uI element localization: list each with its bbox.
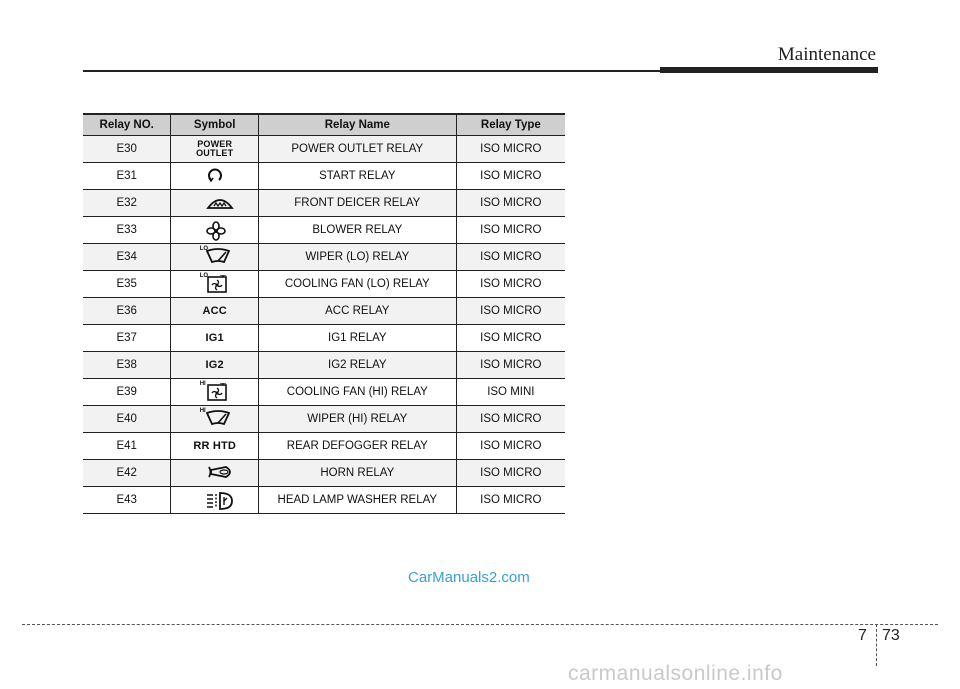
relay-name-cell: IG1 RELAY bbox=[258, 325, 456, 352]
header-rule bbox=[83, 70, 663, 72]
header-rule-thick bbox=[660, 67, 878, 73]
table-row bbox=[83, 379, 565, 406]
cooling-fan-icon bbox=[200, 273, 230, 295]
relay-type-cell: ISO MICRO bbox=[456, 352, 565, 379]
relay-no-cell: E42 bbox=[83, 460, 171, 487]
relay-symbol-label: RR HTD bbox=[193, 440, 237, 452]
table-row bbox=[83, 163, 565, 190]
start-icon bbox=[200, 165, 230, 187]
table-row bbox=[83, 217, 565, 244]
table-row bbox=[83, 244, 565, 271]
symbol-tag: LO bbox=[199, 273, 209, 279]
relay-type-cell: ISO MICRO bbox=[456, 298, 565, 325]
relay-name-cell: START RELAY bbox=[258, 163, 456, 190]
relay-no-cell: E38 bbox=[83, 352, 171, 379]
symbol-tag: LO bbox=[199, 246, 209, 252]
wiper-icon bbox=[200, 408, 230, 430]
relay-name-cell: HEAD LAMP WASHER RELAY bbox=[258, 487, 456, 514]
relay-name-cell: COOLING FAN (HI) RELAY bbox=[258, 379, 456, 406]
relay-type-cell: ISO MICRO bbox=[456, 136, 565, 163]
relay-symbol-cell bbox=[171, 460, 259, 487]
relay-no-cell: E39 bbox=[83, 379, 171, 406]
relay-no-cell: E34 bbox=[83, 244, 171, 271]
relay-symbol-label: IG2 bbox=[205, 359, 224, 371]
horn-icon bbox=[200, 462, 230, 484]
relay-symbol-cell bbox=[171, 298, 259, 325]
relay-type-cell: ISO MINI bbox=[456, 379, 565, 406]
relay-name-cell: IG2 RELAY bbox=[258, 352, 456, 379]
relay-no-cell: E31 bbox=[83, 163, 171, 190]
table-row bbox=[83, 298, 565, 325]
blower-fan-icon bbox=[200, 219, 230, 241]
col-header-relay-no: Relay NO. bbox=[83, 114, 171, 136]
relay-no-cell: E41 bbox=[83, 433, 171, 460]
table-row bbox=[83, 433, 565, 460]
cooling-fan-icon-graphic bbox=[206, 275, 228, 293]
relay-no-cell: E43 bbox=[83, 487, 171, 514]
front-deicer-icon-graphic bbox=[206, 194, 234, 210]
col-header-relay-name: Relay Name bbox=[258, 114, 456, 136]
blower-fan-icon-graphic bbox=[206, 221, 226, 241]
footer-divider bbox=[22, 624, 938, 625]
table-row bbox=[83, 190, 565, 217]
relay-symbol-label: ACC bbox=[202, 305, 227, 317]
chapter-number: 7 bbox=[858, 627, 867, 644]
relay-symbol-line: POWER bbox=[197, 138, 233, 149]
relay-no-cell: E36 bbox=[83, 298, 171, 325]
col-header-relay-type: Relay Type bbox=[456, 114, 565, 136]
watermark-link[interactable]: CarManuals2.com bbox=[408, 569, 530, 586]
relay-symbol-cell bbox=[171, 136, 259, 163]
horn-icon-graphic bbox=[206, 464, 236, 480]
table-row bbox=[83, 325, 565, 352]
relay-symbol-cell bbox=[171, 487, 259, 514]
relay-type-cell: ISO MICRO bbox=[456, 487, 565, 514]
cooling-fan-icon-graphic bbox=[206, 383, 228, 401]
relay-symbol-line: OUTLET bbox=[196, 147, 234, 158]
headlamp-washer-icon bbox=[200, 489, 230, 511]
relay-type-cell: ISO MICRO bbox=[456, 271, 565, 298]
relay-symbol-cell bbox=[171, 433, 259, 460]
relay-symbol-cell bbox=[171, 244, 259, 271]
cooling-fan-icon bbox=[200, 381, 230, 403]
relay-symbol-cell bbox=[171, 379, 259, 406]
relay-type-cell: ISO MICRO bbox=[456, 163, 565, 190]
relay-table bbox=[83, 113, 565, 514]
table-row bbox=[83, 487, 565, 514]
relay-symbol-cell bbox=[171, 190, 259, 217]
relay-name-cell: POWER OUTLET RELAY bbox=[258, 136, 456, 163]
table-row bbox=[83, 460, 565, 487]
relay-no-cell: E32 bbox=[83, 190, 171, 217]
relay-symbol-label bbox=[196, 140, 233, 158]
headlamp-washer-icon-graphic bbox=[206, 491, 234, 511]
site-watermark: carmanualsonline.info bbox=[568, 662, 783, 685]
wiper-icon-graphic bbox=[206, 248, 230, 264]
relay-type-cell: ISO MICRO bbox=[456, 406, 565, 433]
relay-type-cell: ISO MICRO bbox=[456, 325, 565, 352]
col-header-symbol: Symbol bbox=[171, 114, 259, 136]
relay-no-cell: E40 bbox=[83, 406, 171, 433]
front-deicer-icon bbox=[200, 192, 230, 214]
relay-symbol-cell bbox=[171, 352, 259, 379]
relay-symbol-label: IG1 bbox=[205, 332, 224, 344]
table-row bbox=[83, 352, 565, 379]
relay-type-cell: ISO MICRO bbox=[456, 244, 565, 271]
wiper-icon-graphic bbox=[206, 410, 230, 426]
relay-type-cell: ISO MICRO bbox=[456, 190, 565, 217]
relay-name-cell: ACC RELAY bbox=[258, 298, 456, 325]
symbol-tag: HI bbox=[199, 408, 206, 414]
relay-no-cell: E30 bbox=[83, 136, 171, 163]
relay-name-cell: FRONT DEICER RELAY bbox=[258, 190, 456, 217]
page-number: 73 bbox=[882, 627, 900, 644]
relay-no-cell: E35 bbox=[83, 271, 171, 298]
relay-no-cell: E33 bbox=[83, 217, 171, 244]
relay-symbol-cell bbox=[171, 217, 259, 244]
start-icon-graphic bbox=[206, 167, 224, 185]
relay-symbol-cell bbox=[171, 163, 259, 190]
relay-symbol-cell bbox=[171, 271, 259, 298]
relay-name-cell: COOLING FAN (LO) RELAY bbox=[258, 271, 456, 298]
relay-no-cell: E37 bbox=[83, 325, 171, 352]
relay-name-cell: REAR DEFOGGER RELAY bbox=[258, 433, 456, 460]
relay-name-cell: HORN RELAY bbox=[258, 460, 456, 487]
table-row bbox=[83, 136, 565, 163]
table-row bbox=[83, 271, 565, 298]
symbol-tag: HI bbox=[199, 381, 206, 387]
page-section-title: Maintenance bbox=[777, 44, 876, 65]
footer-divider-vertical bbox=[876, 624, 877, 666]
wiper-icon bbox=[200, 246, 230, 268]
relay-symbol-cell bbox=[171, 325, 259, 352]
relay-symbol-cell bbox=[171, 406, 259, 433]
relay-type-cell: ISO MICRO bbox=[456, 433, 565, 460]
relay-name-cell: BLOWER RELAY bbox=[258, 217, 456, 244]
relay-name-cell: WIPER (HI) RELAY bbox=[258, 406, 456, 433]
table-header-row bbox=[83, 114, 565, 136]
relay-type-cell: ISO MICRO bbox=[456, 217, 565, 244]
relay-type-cell: ISO MICRO bbox=[456, 460, 565, 487]
relay-name-cell: WIPER (LO) RELAY bbox=[258, 244, 456, 271]
table-row bbox=[83, 406, 565, 433]
